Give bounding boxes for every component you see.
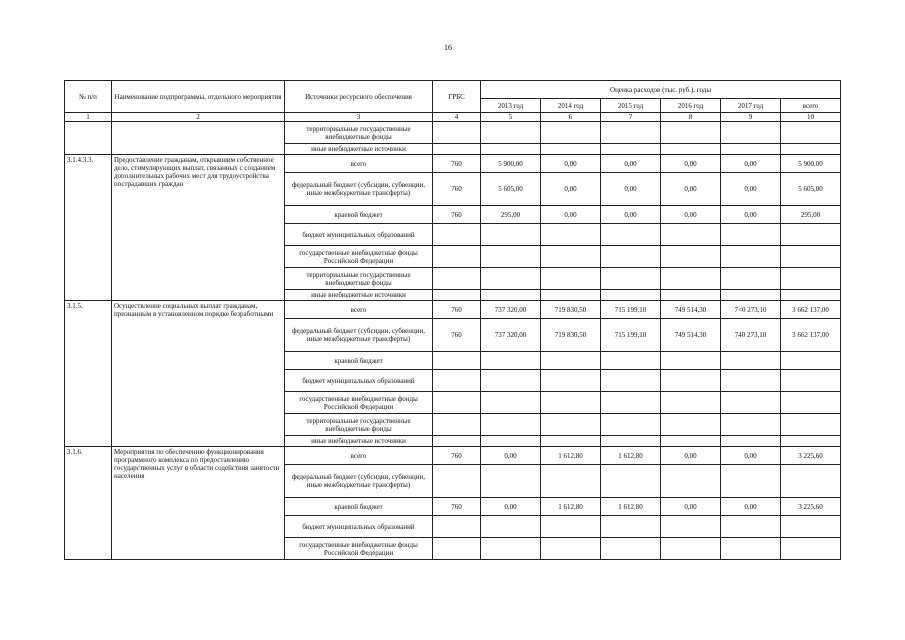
year-value	[661, 224, 721, 246]
year-value: 5 900,00	[481, 155, 541, 173]
year-value	[721, 246, 781, 268]
total-value: 5 605,00	[781, 173, 841, 206]
year-value	[601, 122, 661, 144]
item-name: Мероприятия по обеспечению функционирования программного комплекса по предоставлению государственных услуг в области содействия занятости населения	[112, 447, 285, 560]
header-costs: Оценка расходов (тыс. руб.), годы	[481, 81, 841, 99]
grbs-code	[433, 144, 481, 155]
funding-source: территориальные государственные внебюджетные фонды	[285, 268, 433, 290]
year-value	[481, 352, 541, 370]
year-value: 737 320,00	[481, 319, 541, 352]
column-index: 2	[112, 113, 285, 122]
year-value	[721, 290, 781, 301]
grbs-code: 760	[433, 319, 481, 352]
funding-source: территориальные государственные внебюджетные фонды	[285, 414, 433, 436]
funding-source: всего	[285, 155, 433, 173]
year-value	[721, 144, 781, 155]
year-value	[541, 352, 601, 370]
year-value	[661, 268, 721, 290]
year-value	[601, 516, 661, 538]
year-value	[541, 465, 601, 498]
funding-source: государственные внебюджетные фонды Российской Федерации	[285, 538, 433, 560]
year-value	[601, 352, 661, 370]
year-value	[601, 268, 661, 290]
column-index: 4	[433, 113, 481, 122]
total-value	[781, 436, 841, 447]
year-value: 0,00	[661, 173, 721, 206]
year-value: 0,00	[721, 498, 781, 516]
column-index: 3	[285, 113, 433, 122]
year-value: 1 612,80	[601, 447, 661, 465]
funding-source: федеральный бюджет (субсидии, субвенции, иные межбюджетные трансферты)	[285, 465, 433, 498]
year-value	[721, 268, 781, 290]
year-value	[721, 122, 781, 144]
grbs-code: 760	[433, 173, 481, 206]
total-value: 3 225,60	[781, 498, 841, 516]
year-value: 719 830,50	[541, 301, 601, 319]
header-year: 2017 год	[721, 99, 781, 113]
funding-source: иные внебюджетные источники	[285, 290, 433, 301]
year-value	[721, 224, 781, 246]
header-year: 2014 год	[541, 99, 601, 113]
year-value: 0,00	[601, 173, 661, 206]
total-value	[781, 224, 841, 246]
year-value	[481, 392, 541, 414]
total-value	[781, 290, 841, 301]
year-value: 719 830,50	[541, 319, 601, 352]
funding-source: федеральный бюджет (субсидии, субвенции, иные межбюджетные трансферты)	[285, 173, 433, 206]
year-value	[721, 538, 781, 560]
grbs-code	[433, 122, 481, 144]
year-value	[481, 516, 541, 538]
column-index: 10	[781, 113, 841, 122]
year-value	[661, 144, 721, 155]
year-value	[661, 370, 721, 392]
year-value: 5 605,00	[481, 173, 541, 206]
year-value	[541, 538, 601, 560]
year-value	[721, 370, 781, 392]
funding-source: иные внебюджетные источники	[285, 436, 433, 447]
header-year: 2013 год	[481, 99, 541, 113]
funding-source: бюджет муниципальных образований	[285, 224, 433, 246]
grbs-code: 760	[433, 301, 481, 319]
grbs-code	[433, 516, 481, 538]
table-row	[65, 155, 841, 173]
year-value	[481, 246, 541, 268]
funding-source: государственные внебюджетные фонды Российской Федерации	[285, 246, 433, 268]
expenditure-table	[64, 80, 841, 560]
year-value: 0,00	[601, 206, 661, 224]
item-name: Осуществление социальных выплат гражданам, признанным в установленном порядке безработными	[112, 301, 285, 447]
year-value	[661, 414, 721, 436]
year-value	[481, 290, 541, 301]
total-value	[781, 122, 841, 144]
year-value: 0,00	[661, 447, 721, 465]
year-value: 295,00	[481, 206, 541, 224]
year-value	[721, 392, 781, 414]
grbs-code: 760	[433, 447, 481, 465]
year-value	[721, 516, 781, 538]
item-number: 3.1.6.	[65, 447, 112, 560]
item-number	[65, 122, 112, 155]
total-value	[781, 144, 841, 155]
column-index: 9	[721, 113, 781, 122]
year-value	[541, 392, 601, 414]
year-value: 0,00	[661, 206, 721, 224]
header-year: 2015 год	[601, 99, 661, 113]
column-index: 6	[541, 113, 601, 122]
total-value	[781, 246, 841, 268]
year-value: 749 514,30	[661, 301, 721, 319]
year-value: 0,00	[541, 173, 601, 206]
item-number: 3.1.5.	[65, 301, 112, 447]
year-value	[601, 538, 661, 560]
year-value	[721, 436, 781, 447]
year-value: 0,00	[541, 155, 601, 173]
year-value	[661, 290, 721, 301]
table-body	[65, 122, 841, 560]
year-value	[601, 392, 661, 414]
year-value	[601, 436, 661, 447]
year-value	[601, 290, 661, 301]
year-value	[541, 516, 601, 538]
year-value	[721, 465, 781, 498]
column-index: 8	[661, 113, 721, 122]
year-value	[541, 122, 601, 144]
total-value	[781, 538, 841, 560]
item-name: Предоставление гражданам, открывшим собственное дело, стимулирующих выплат, связанных с созданием дополнительных рабочих мест для трудоустройства пострадавших граждан	[112, 155, 285, 301]
grbs-code	[433, 370, 481, 392]
year-value	[481, 370, 541, 392]
year-value	[601, 224, 661, 246]
header-name: Наименование подпрограммы, отдельного мероприятия	[112, 81, 285, 113]
funding-source: территориальные государственные внебюджетные фонды	[285, 122, 433, 144]
year-value	[541, 268, 601, 290]
year-value: 1 612,80	[541, 447, 601, 465]
table-row	[65, 301, 841, 319]
grbs-code	[433, 414, 481, 436]
year-value: 0,00	[721, 173, 781, 206]
year-value: 740 273,10	[721, 319, 781, 352]
total-value	[781, 414, 841, 436]
year-value: 1 612,80	[541, 498, 601, 516]
year-value	[481, 144, 541, 155]
year-value	[601, 465, 661, 498]
table-row	[65, 447, 841, 465]
year-value	[541, 144, 601, 155]
year-value	[661, 516, 721, 538]
header-total: всего	[781, 99, 841, 113]
grbs-code	[433, 465, 481, 498]
funding-source: всего	[285, 447, 433, 465]
year-value	[661, 465, 721, 498]
funding-source: бюджет муниципальных образований	[285, 516, 433, 538]
total-value: 3 225,60	[781, 447, 841, 465]
funding-source: краевой бюджет	[285, 206, 433, 224]
year-value: 0,00	[721, 447, 781, 465]
year-value: 0,00	[601, 155, 661, 173]
item-name	[112, 122, 285, 155]
grbs-code	[433, 392, 481, 414]
grbs-code: 760	[433, 206, 481, 224]
year-value: 0,00	[481, 498, 541, 516]
total-value	[781, 392, 841, 414]
year-value: 0,00	[721, 206, 781, 224]
total-value: 295,00	[781, 206, 841, 224]
year-value	[481, 538, 541, 560]
year-value	[661, 392, 721, 414]
year-value: 0,00	[661, 155, 721, 173]
year-value	[541, 414, 601, 436]
year-value: 749 514,30	[661, 319, 721, 352]
grbs-code	[433, 436, 481, 447]
year-value	[541, 370, 601, 392]
year-value: 0,00	[541, 206, 601, 224]
grbs-code	[433, 352, 481, 370]
funding-source: государственные внебюджетные фонды Российской Федерации	[285, 392, 433, 414]
year-value: 7<0 273,10	[721, 301, 781, 319]
year-value	[481, 465, 541, 498]
year-value	[721, 414, 781, 436]
grbs-code: 760	[433, 155, 481, 173]
year-value	[541, 436, 601, 447]
column-index: 1	[65, 113, 112, 122]
year-value	[661, 436, 721, 447]
grbs-code	[433, 224, 481, 246]
year-value	[601, 144, 661, 155]
header-num: № п/п	[65, 81, 112, 113]
year-value	[541, 290, 601, 301]
grbs-code	[433, 246, 481, 268]
year-value	[661, 122, 721, 144]
year-value: 0,00	[481, 447, 541, 465]
year-value	[601, 414, 661, 436]
total-value	[781, 268, 841, 290]
year-value	[721, 352, 781, 370]
column-index: 7	[601, 113, 661, 122]
funding-source: иные внебюджетные источники	[285, 144, 433, 155]
grbs-code	[433, 268, 481, 290]
total-value	[781, 370, 841, 392]
grbs-code: 760	[433, 498, 481, 516]
year-value	[661, 246, 721, 268]
total-value	[781, 352, 841, 370]
year-value	[481, 268, 541, 290]
funding-source: краевой бюджет	[285, 498, 433, 516]
funding-source: краевой бюджет	[285, 352, 433, 370]
header-source: Источники ресурсного обеспечения	[285, 81, 433, 113]
table-header	[65, 81, 841, 122]
year-value	[541, 246, 601, 268]
year-value	[661, 352, 721, 370]
year-value	[481, 224, 541, 246]
header-year: 2016 год	[661, 99, 721, 113]
grbs-code	[433, 538, 481, 560]
grbs-code	[433, 290, 481, 301]
year-value	[481, 414, 541, 436]
item-number: 3.1.4.3.3.	[65, 155, 112, 301]
total-value: 3 662 137,00	[781, 301, 841, 319]
total-value: 3 662 137,00	[781, 319, 841, 352]
column-index: 5	[481, 113, 541, 122]
year-value	[661, 538, 721, 560]
funding-source: федеральный бюджет (субсидии, субвенции, иные межбюджетные трансферты)	[285, 319, 433, 352]
total-value: 5 900,00	[781, 155, 841, 173]
header-grbs: ГРБС	[433, 81, 481, 113]
total-value	[781, 465, 841, 498]
year-value	[481, 122, 541, 144]
table-row	[65, 122, 841, 144]
year-value	[601, 246, 661, 268]
year-value	[601, 370, 661, 392]
total-value	[781, 516, 841, 538]
year-value: 737 320,00	[481, 301, 541, 319]
funding-source: всего	[285, 301, 433, 319]
funding-source: бюджет муниципальных образований	[285, 370, 433, 392]
year-value: 0,00	[661, 498, 721, 516]
year-value: 715 199,10	[601, 319, 661, 352]
year-value: 715 199,10	[601, 301, 661, 319]
page-number: 16	[444, 43, 452, 52]
year-value: 1 612,80	[601, 498, 661, 516]
year-value	[481, 436, 541, 447]
year-value: 0,00	[721, 155, 781, 173]
year-value	[541, 224, 601, 246]
